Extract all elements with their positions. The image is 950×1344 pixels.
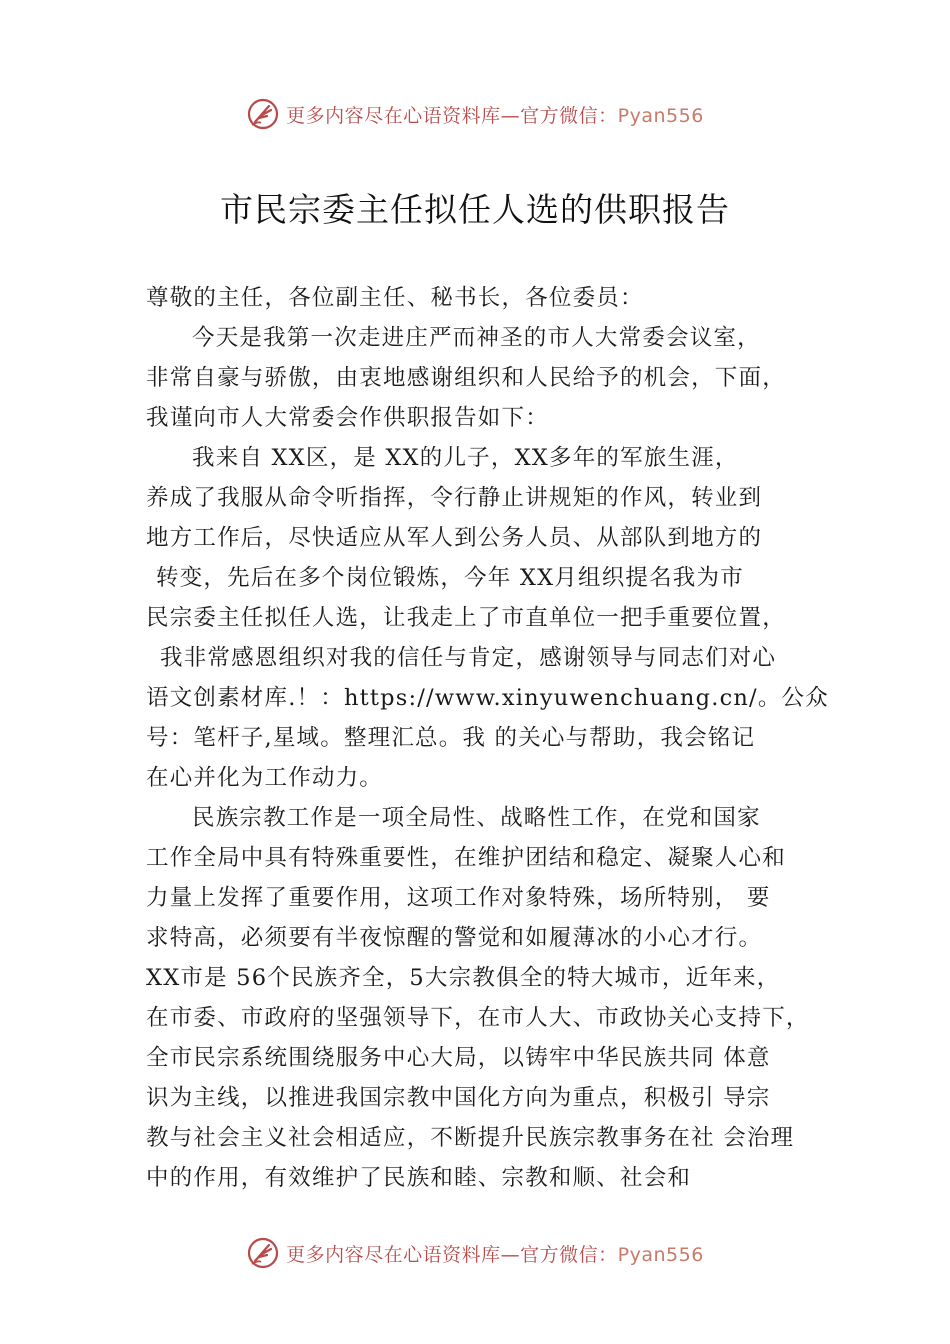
document-title: 市民宗委主任拟任人选的供职报告: [220, 190, 730, 229]
paragraph-line: 我来自 XX区，是 XX的儿子，XX多年的军旅生涯，: [192, 445, 739, 471]
paragraph-line: 语文创素材库.！：https://www.xinyuwenchuang.cn/。公众: [146, 685, 829, 711]
quill-logo-icon: [246, 1236, 280, 1270]
paragraph-line: 民族宗教工作是一项全局性、战略性工作，在党和国家: [192, 805, 761, 831]
salutation-line: 尊敬的主任，各位副主任、秘书长，各位委员：: [146, 285, 644, 311]
paragraph-line: 养成了我服从命令听指挥，令行静止讲规矩的作风，转业到: [146, 485, 763, 511]
paragraph-line: 民宗委主任拟任人选，让我走上了市直单位一把手重要位置，: [146, 605, 786, 631]
paragraph-line: 识为主线，以推进我国宗教中国化方向为重点，积极引 导宗: [146, 1085, 771, 1111]
paragraph-line: 非常自豪与骄傲，由衷地感谢组织和人民给予的机会，下面，: [146, 365, 786, 391]
paragraph-line: 求特高，必须要有半夜惊醒的警觉和如履薄冰的小心才行。: [146, 925, 763, 951]
quill-logo-icon: [246, 97, 280, 131]
paragraph-line: 全市民宗系统围绕服务中心大局，以铸牢中华民族共同 体意: [146, 1045, 771, 1071]
paragraph-line: 力量上发挥了重要作用，这项工作对象特殊，场所特别， 要: [146, 885, 771, 911]
paragraph-line: 我非常感恩组织对我的信任与肯定，感谢领导与同志们对心: [160, 645, 777, 671]
paragraph-line: 号：笔杆子,星域。整理汇总。我 的关心与帮助，我会铭记: [146, 725, 756, 751]
header-banner-text: 更多内容尽在心语资料库—官方微信：Pyan556: [286, 104, 704, 127]
paragraph-line: XX市是 56个民族齐全，5大宗教俱全的特大城市，近年来，: [146, 965, 781, 991]
paragraph-line: 教与社会主义社会相适应，不断提升民族宗教事务在社 会治理: [146, 1125, 795, 1151]
document-body: [146, 278, 836, 1198]
paragraph-line: 地方工作后，尽快适应从军人到公务人员、从部队到地方的: [146, 525, 763, 551]
paragraph-line: 中的作用，有效维护了民族和睦、宗教和顺、社会和: [146, 1165, 692, 1191]
paragraph-line: 在心并化为工作动力。: [146, 765, 384, 791]
paragraph-line: 转变，先后在多个岗位锻炼，今年 XX月组织提名我为市: [156, 565, 744, 591]
paragraph-line: 我谨向市人大常委会作供职报告如下：: [146, 405, 549, 431]
footer-watermark-banner: [0, 1233, 950, 1273]
paragraph-line: 工作全局中具有特殊重要性，在维护团结和稳定、凝聚人心和: [146, 845, 786, 871]
paragraph-line: 今天是我第一次走进庄严而神圣的市人大常委会议室，: [192, 325, 761, 351]
header-watermark-banner: [0, 94, 950, 134]
footer-banner-text: 更多内容尽在心语资料库—官方微信：Pyan556: [286, 1243, 704, 1266]
paragraph-line: 在市委、市政府的坚强领导下，在市人大、市政协关心支持下，: [146, 1005, 810, 1031]
